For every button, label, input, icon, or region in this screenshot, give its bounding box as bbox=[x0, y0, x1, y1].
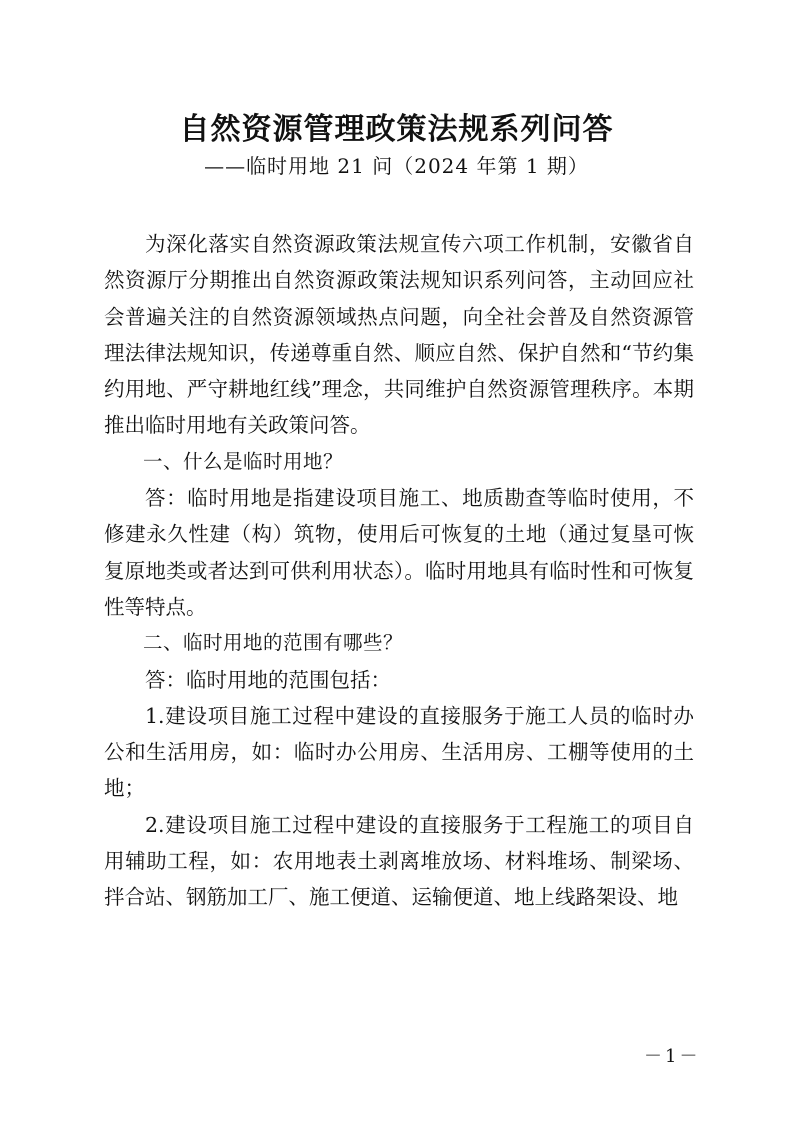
section-heading-1: 一、什么是临时用地？ bbox=[143, 449, 344, 473]
intro-paragraph: 为深化落实自然资源政策法规宣传六项工作机制，安徽省自然资源厅分期推出自然资源政策法规知识系列问答，主动回应社会普遍关注的自然资源领域热点问题，向全社会普及自然资源管理法律法规知识，传递尊重自然、顺应自然、保护自然和“节约集约用地、严守耕地红线”理念，共同维护自然资源管理秩序。本期推出临时用地有关政策问答。 bbox=[104, 232, 694, 438]
section-heading-2: 二、临时用地的范围有哪些？ bbox=[143, 631, 404, 655]
document-subtitle: ——临时用地 21 问（2024 年第 1 期） bbox=[204, 154, 589, 178]
page-number: －1－ bbox=[644, 1046, 701, 1067]
document-title: 自然资源管理政策法规系列问答 bbox=[179, 112, 614, 147]
list-item-1: 1.建设项目施工过程中建设的直接服务于施工人员的临时办公和生活用房，如：临时办公用房、生活用房、工棚等使用的土地； bbox=[104, 703, 694, 801]
answer-paragraph-2: 答：临时用地的范围包括： bbox=[145, 667, 391, 692]
document-body bbox=[104, 226, 694, 916]
answer-paragraph-1: 答：临时用地是指建设项目施工、地质勘查等临时使用，不修建永久性建（构）筑物，使用后可恢复的土地（通过复垦可恢复原地类或者达到可供利用状态）。临时用地具有临时性和可恢复性等特点。 bbox=[104, 486, 694, 619]
list-item-2: 2.建设项目施工过程中建设的直接服务于工程施工的项目自用辅助工程，如：农用地表土剥离堆放场、材料堆场、制梁场、拌合站、钢筋加工厂、施工便道、运输便道、地上线路架设、地 bbox=[104, 812, 694, 910]
